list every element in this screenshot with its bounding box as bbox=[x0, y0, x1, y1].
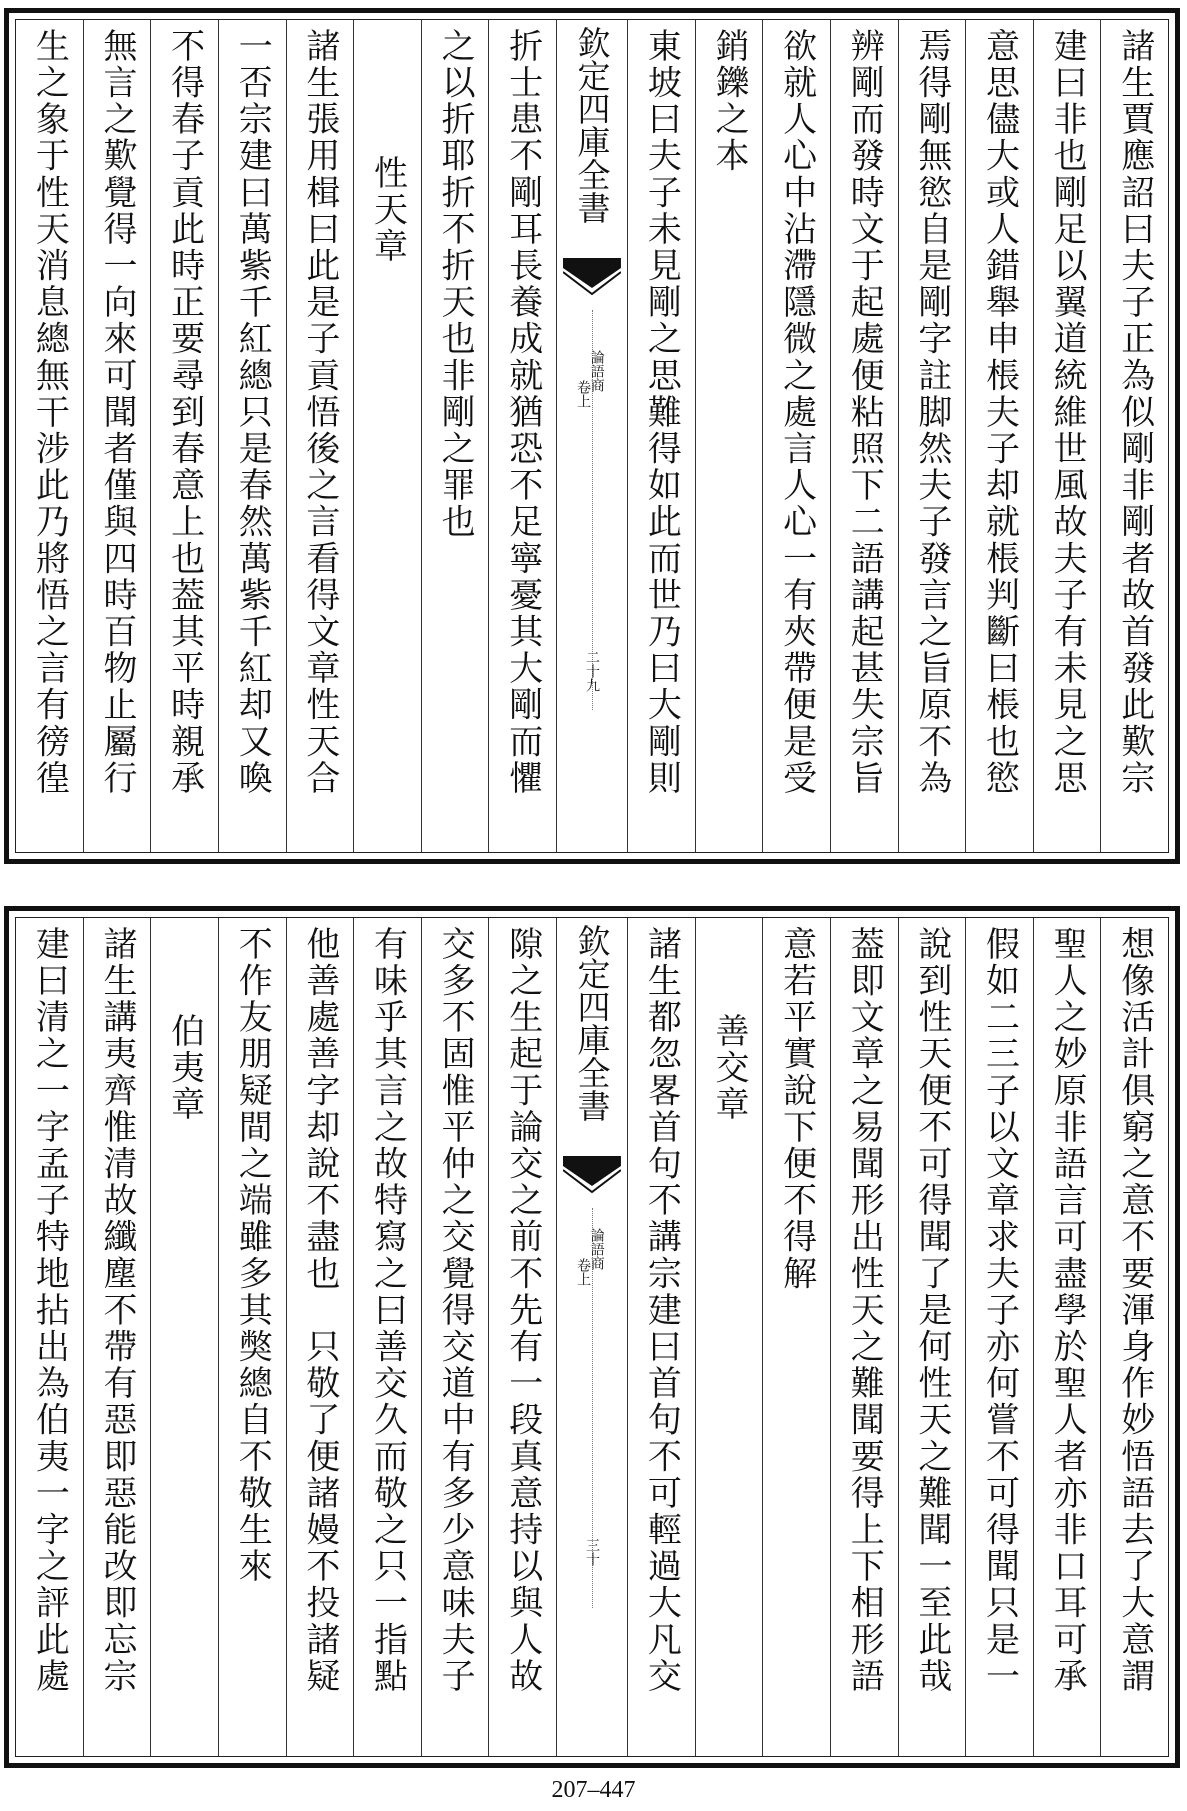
fish-tail-mark bbox=[563, 258, 621, 296]
column-text: 他善處善字却說不盡也 只敬了便諸嫚不投諸疑 bbox=[299, 926, 340, 1695]
column-text: 不作友朋疑間之端雖多其獘總自不敬生來 bbox=[232, 926, 273, 1585]
text-column bbox=[16, 20, 83, 852]
text-column bbox=[1100, 918, 1168, 1756]
center-title: 欽定四庫全書 bbox=[572, 26, 612, 224]
text-column bbox=[421, 918, 489, 1756]
column-text: 生之象于性天消息總無干涉此乃將悟之言有徬徨 bbox=[29, 28, 70, 797]
text-column bbox=[830, 918, 898, 1756]
text-column bbox=[150, 20, 218, 852]
fish-tail-mark bbox=[563, 1156, 621, 1194]
page-top bbox=[4, 8, 1180, 864]
column-text: 建曰非也剛足以翼道統維世風故夫子有未見之思 bbox=[1047, 28, 1088, 797]
column-text: 東坡曰夫子未見剛之思難得如此而世乃曰大剛則 bbox=[641, 28, 682, 797]
text-column bbox=[286, 20, 354, 852]
column-text: 無言之歎覺得一向來可聞者僅與四時百物止屬行 bbox=[96, 28, 137, 797]
text-column bbox=[898, 918, 966, 1756]
folio-number: 三十 bbox=[584, 1538, 601, 1566]
column-text: 意若平實說下便不得解 bbox=[776, 926, 817, 1292]
column-text: 辨剛而發時文于起處便粘照下二語講起甚失宗旨 bbox=[844, 28, 885, 797]
text-columns bbox=[16, 918, 1168, 1756]
section-heading: 性天章 bbox=[367, 155, 408, 265]
text-column bbox=[1033, 918, 1101, 1756]
column-text: 諸生都忽畧首句不講宗建曰首句不可輕過大凡交 bbox=[641, 926, 682, 1695]
text-column bbox=[218, 918, 286, 1756]
volume-label: 卷上 bbox=[575, 1258, 592, 1286]
section-heading-column bbox=[695, 918, 763, 1756]
text-column bbox=[286, 918, 354, 1756]
page-frame bbox=[15, 917, 1169, 1757]
text-column bbox=[421, 20, 489, 852]
book-title: 論語商 bbox=[588, 350, 605, 392]
text-column bbox=[1100, 20, 1168, 852]
column-text: 假如二三子以文章求夫子亦何嘗不可得聞只是一 bbox=[979, 926, 1020, 1695]
column-text: 之以折耶折不折天也非剛之罪也 bbox=[435, 28, 476, 541]
column-text: 諸生賈應詔曰夫子正為似剛非剛者故首發此歎宗 bbox=[1114, 28, 1155, 797]
text-column bbox=[965, 918, 1033, 1756]
text-column bbox=[16, 918, 83, 1756]
folio-number: 二十九 bbox=[584, 650, 601, 692]
text-column bbox=[762, 918, 830, 1756]
column-text: 意思儘大或人錯舉申棖夫子却就棖判斷曰棖也慾 bbox=[979, 28, 1020, 797]
section-heading: 善交章 bbox=[708, 1013, 749, 1123]
text-columns bbox=[16, 20, 1168, 852]
text-column bbox=[1033, 20, 1101, 852]
page-footer-number: 207–447 bbox=[551, 1777, 636, 1803]
column-text: 交多不固惟平仲之交覺得交道中有多少意味夫子 bbox=[435, 926, 476, 1695]
center-title: 欽定四庫全書 bbox=[572, 924, 612, 1122]
text-column bbox=[218, 20, 286, 852]
volume-label: 卷上 bbox=[575, 380, 592, 408]
text-column bbox=[830, 20, 898, 852]
text-column bbox=[627, 918, 695, 1756]
text-column bbox=[488, 918, 556, 1756]
text-column bbox=[488, 20, 556, 852]
section-heading-column bbox=[150, 918, 218, 1756]
column-text: 折士患不剛耳長養成就猶恐不足寧憂其大剛而懼 bbox=[502, 28, 543, 797]
column-text: 欲就人心中沾滯隱微之處言人心一有夾帶便是受 bbox=[776, 28, 817, 797]
column-text: 想像活計俱窮之意不要渾身作妙悟語去了大意謂 bbox=[1114, 926, 1155, 1695]
text-column bbox=[83, 20, 151, 852]
column-text: 焉得剛無慾自是剛字註脚然夫子發言之旨原不為 bbox=[911, 28, 952, 797]
column-text: 葢即文章之易聞形出性天之難聞要得上下相形語 bbox=[844, 926, 885, 1695]
section-heading: 伯夷章 bbox=[164, 1013, 205, 1123]
column-text: 不得春子貢此時正要尋到春意上也葢其平時親承 bbox=[164, 28, 205, 797]
column-text: 聖人之妙原非語言可盡學於聖人者亦非口耳可承 bbox=[1047, 926, 1088, 1695]
column-text: 諸生張用楫曰此是子貢悟後之言看得文章性天合 bbox=[299, 28, 340, 797]
column-text: 說到性天便不可得聞了是何性天之難聞一至此哉 bbox=[911, 926, 952, 1695]
column-text: 隙之生起于論交之前不先有一段真意持以與人故 bbox=[502, 926, 543, 1695]
text-column bbox=[965, 20, 1033, 852]
page-frame bbox=[15, 19, 1169, 853]
text-column bbox=[83, 918, 151, 1756]
center-fold bbox=[556, 20, 627, 852]
column-text: 銷鑠之本 bbox=[708, 28, 749, 175]
column-text: 有味乎其言之故特寫之曰善交久而敬之只一指點 bbox=[367, 926, 408, 1695]
text-column bbox=[353, 918, 421, 1756]
page-bottom bbox=[4, 906, 1180, 1768]
text-column bbox=[762, 20, 830, 852]
text-column bbox=[898, 20, 966, 852]
text-column bbox=[695, 20, 763, 852]
text-column bbox=[627, 20, 695, 852]
section-heading-column bbox=[353, 20, 421, 852]
column-text: 一否宗建曰萬紫千紅總只是春然萬紫千紅却又喚 bbox=[232, 28, 273, 797]
column-text: 建曰清之一字孟子特地拈出為伯夷一字之評此處 bbox=[29, 926, 70, 1695]
center-fold bbox=[556, 918, 627, 1756]
book-title: 論語商 bbox=[588, 1228, 605, 1270]
column-text: 諸生講夷齊惟清故纖塵不帶有惡即惡能改即忘宗 bbox=[96, 926, 137, 1695]
